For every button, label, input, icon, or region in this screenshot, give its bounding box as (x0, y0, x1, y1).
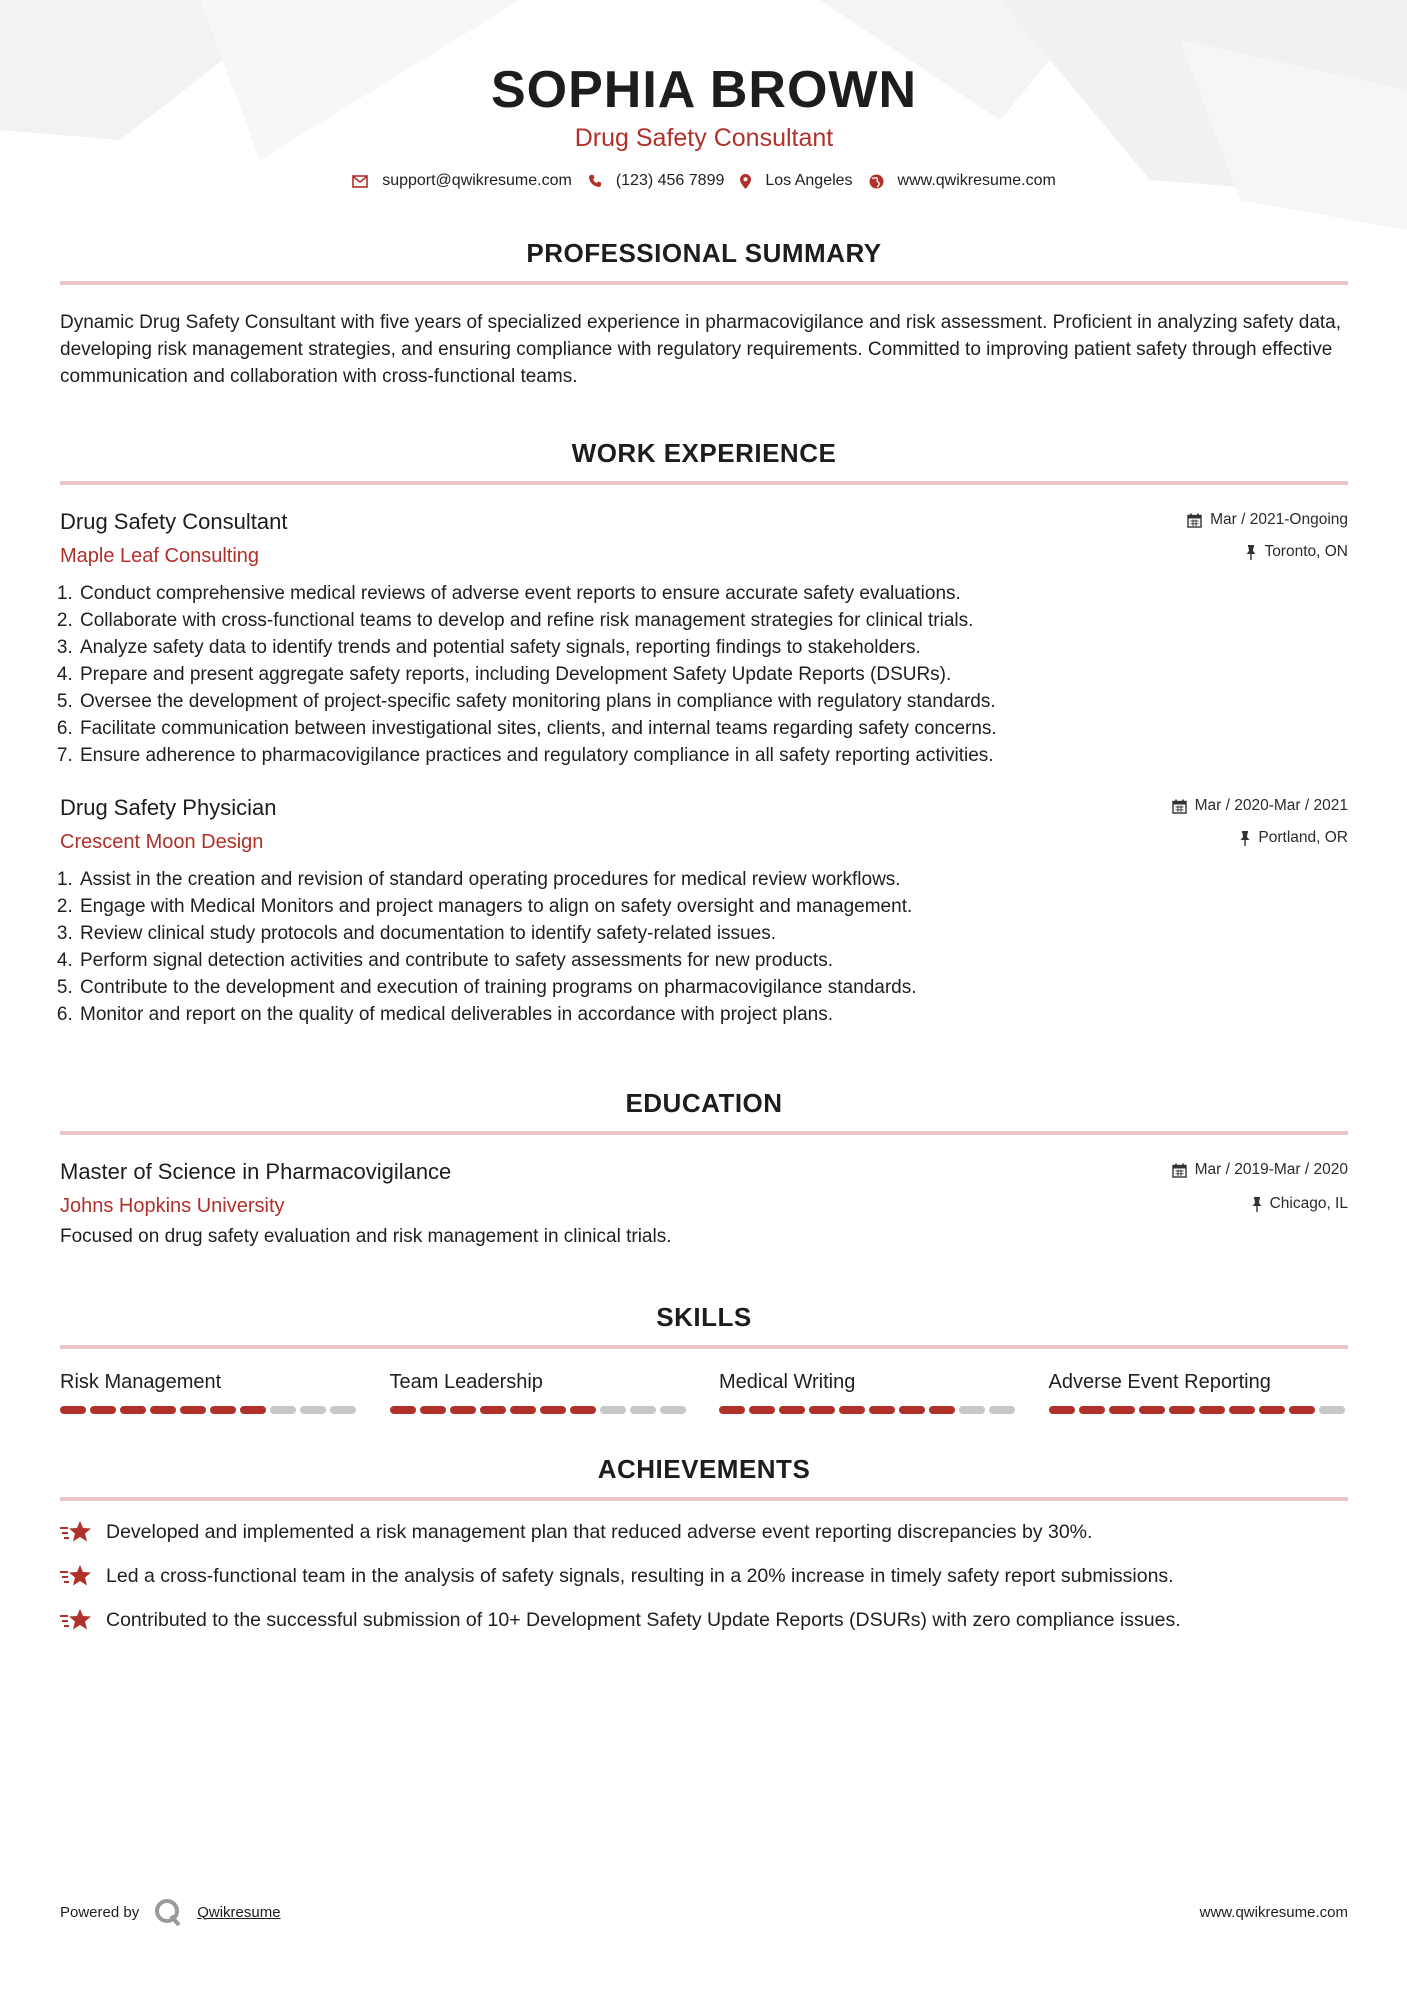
powered-by-label: Powered by (60, 1903, 140, 1921)
skill-dot-filled (719, 1406, 745, 1414)
job-company: Crescent Moon Design (60, 831, 264, 853)
job-bullets (60, 580, 1348, 769)
list-item: 1. Assist in the creation and revision of standard operating procedures for medical review workflows. (78, 866, 1348, 893)
pushpin-icon (1240, 831, 1250, 846)
skill-dot-filled (1199, 1406, 1225, 1414)
job-bullets (60, 866, 1348, 1028)
email-text: support@qwikresume.com (382, 172, 572, 189)
list-item: 2. Engage with Medical Monitors and project managers to align on safety oversight and management. (78, 893, 1348, 920)
globe-icon (869, 174, 884, 189)
skill-rating (60, 1406, 360, 1414)
skill-dot-filled (420, 1406, 446, 1414)
achievements-section (60, 1454, 1348, 1633)
skill-dot-filled (450, 1406, 476, 1414)
list-item: 1. Conduct comprehensive medical reviews of adverse event reports to ensure accurate safety evaluations. (78, 580, 1348, 607)
education-section (60, 1088, 1348, 1248)
skill-name: Team Leadership (389, 1371, 543, 1393)
phone-text: (123) 456 7899 (615, 172, 725, 189)
section-divider (60, 1131, 1348, 1135)
list-item: 3. Analyze safety data to identify trends and potential safety signals, reporting findings to stakeholders. (78, 634, 1348, 661)
summary-heading: PROFESSIONAL SUMMARY (526, 238, 882, 268)
candidate-title: Drug Safety Consultant (574, 124, 834, 152)
website-text: www.qwikresume.com (897, 172, 1056, 189)
achievement-item (60, 1607, 1348, 1633)
experience-heading: WORK EXPERIENCE (571, 438, 837, 468)
skill-rating (719, 1406, 1019, 1414)
calendar-icon (1172, 799, 1187, 814)
skill-dot-empty (630, 1406, 656, 1414)
skill-rating (1049, 1406, 1349, 1414)
skill-dot-empty (300, 1406, 326, 1414)
footer-website[interactable]: www.qwikresume.com (1199, 1903, 1348, 1921)
skill-dot-filled (899, 1406, 925, 1414)
skill-dot-filled (1169, 1406, 1195, 1414)
powered-by (60, 1897, 281, 1927)
calendar-icon (1187, 513, 1202, 528)
skill-dot-filled (1049, 1406, 1075, 1414)
contact-location (740, 172, 852, 190)
skill-dot-empty (330, 1406, 356, 1414)
list-item: 4. Perform signal detection activities and contribute to safety assessments for new products. (78, 947, 1348, 974)
skill-dot-filled (540, 1406, 566, 1414)
job-title: Drug Safety Consultant (60, 509, 288, 534)
education-heading: EDUCATION (625, 1088, 783, 1118)
skill-dot-filled (120, 1406, 146, 1414)
skills-heading: SKILLS (656, 1302, 752, 1332)
skill-name: Medical Writing (719, 1371, 856, 1393)
achievement-item (60, 1519, 1348, 1545)
skill-dot-filled (90, 1406, 116, 1414)
achievement-item (60, 1563, 1348, 1589)
skill-dot-filled (510, 1406, 536, 1414)
achievement-text: Contributed to the successful submission of 10+ Development Safety Update Reports (DSURs) with zero compliance issues. (106, 1609, 1181, 1631)
list-item: 3. Review clinical study protocols and documentation to identify safety-related issues. (78, 920, 1348, 947)
skill-dot-filled (150, 1406, 176, 1414)
skill-dot-filled (869, 1406, 895, 1414)
skill-dot-filled (570, 1406, 596, 1414)
skill-dot-filled (809, 1406, 835, 1414)
achievement-text: Developed and implemented a risk management plan that reduced adverse event reporting discrepancies by 30%. (106, 1521, 1093, 1543)
skill-dot-filled (390, 1406, 416, 1414)
job-company: Maple Leaf Consulting (60, 545, 260, 567)
contact-email[interactable] (352, 172, 572, 190)
pushpin-icon (1252, 1197, 1262, 1212)
job-dates (1172, 797, 1348, 815)
phone-icon (588, 174, 602, 188)
pushpin-icon (1246, 545, 1256, 560)
list-item: 7. Ensure adherence to pharmacovigilance practices and regulatory compliance in all safety reporting activities. (78, 742, 1348, 769)
qwikresume-link[interactable]: Qwikresume (197, 1903, 281, 1921)
job-location-text: Toronto, ON (1264, 543, 1348, 560)
experience-section (60, 438, 1348, 1028)
job-entry (60, 795, 1348, 1028)
skill-dot-empty (989, 1406, 1015, 1414)
education-location-text: Chicago, IL (1269, 1195, 1348, 1212)
skill-dot-empty (959, 1406, 985, 1414)
contact-bar (60, 172, 1348, 190)
skill-dot-filled (749, 1406, 775, 1414)
footer (60, 1897, 1348, 1927)
section-divider (60, 481, 1348, 485)
skill-item (1049, 1371, 1349, 1414)
education-description: Focused on drug safety evaluation and risk management in clinical trials. (60, 1226, 672, 1247)
skill-dot-filled (839, 1406, 865, 1414)
skill-rating (390, 1406, 690, 1414)
skill-dot-filled (1079, 1406, 1105, 1414)
achievement-text: Led a cross-functional team in the analysis of safety signals, resulting in a 20% increase in timely safety report submissions. (106, 1565, 1174, 1587)
star-icon (60, 1519, 92, 1545)
job-location (1246, 543, 1348, 561)
skill-dot-empty (270, 1406, 296, 1414)
education-school: Johns Hopkins University (60, 1195, 285, 1217)
summary-text: Dynamic Drug Safety Consultant with five years of specialized experience in pharmacovigilance and risk assessment. Proficient in analyzing safety data, developing risk management strategies, and ensuring compliance with regulatory requirements. Committed to improving patient safety through effective communication and collaboration with cross-functional teams. (60, 312, 1342, 387)
skill-dot-filled (1139, 1406, 1165, 1414)
skill-dot-filled (779, 1406, 805, 1414)
skill-dot-empty (600, 1406, 626, 1414)
list-item: 2. Collaborate with cross-functional teams to develop and refine risk management strategies for clinical trials. (78, 607, 1348, 634)
education-dates (1172, 1161, 1348, 1179)
star-icon (60, 1563, 92, 1589)
skill-item (390, 1371, 690, 1414)
list-item: 5. Oversee the development of project-specific safety monitoring plans in compliance with regulatory standards. (78, 688, 1348, 715)
achievements-heading: ACHIEVEMENTS (597, 1454, 811, 1484)
job-entry (60, 509, 1348, 769)
education-dates-text: Mar / 2019-Mar / 2020 (1194, 1161, 1348, 1178)
skill-dot-filled (60, 1406, 86, 1414)
skill-name: Adverse Event Reporting (1048, 1371, 1271, 1393)
job-title: Drug Safety Physician (60, 795, 277, 820)
section-divider (60, 1497, 1348, 1501)
job-dates (1187, 511, 1348, 529)
education-degree: Master of Science in Pharmacovigilance (60, 1159, 452, 1184)
skill-item (719, 1371, 1019, 1414)
skill-dot-filled (1259, 1406, 1285, 1414)
skill-dot-filled (180, 1406, 206, 1414)
education-location (1252, 1195, 1348, 1213)
section-divider (60, 281, 1348, 285)
skill-dot-empty (660, 1406, 686, 1414)
envelope-icon (352, 175, 368, 188)
job-dates-text: Mar / 2021-Ongoing (1210, 511, 1348, 528)
star-icon (60, 1607, 92, 1633)
contact-website[interactable] (869, 172, 1056, 190)
skills-list (60, 1371, 1348, 1414)
section-divider (60, 1345, 1348, 1349)
job-location-text: Portland, OR (1258, 829, 1348, 846)
skill-dot-filled (240, 1406, 266, 1414)
list-item: 6. Monitor and report on the quality of medical deliverables in accordance with project plans. (78, 1001, 1348, 1028)
skill-item (60, 1371, 360, 1414)
list-item: 6. Facilitate communication between investigational sites, clients, and internal teams regarding safety concerns. (78, 715, 1348, 742)
calendar-icon (1172, 1163, 1187, 1178)
skill-dot-filled (1109, 1406, 1135, 1414)
skills-section (60, 1302, 1348, 1414)
contact-phone[interactable] (588, 172, 725, 190)
skill-dot-empty (1319, 1406, 1345, 1414)
skill-dot-filled (1229, 1406, 1255, 1414)
candidate-name: SOPHIA BROWN (490, 61, 918, 119)
job-dates-text: Mar / 2020-Mar / 2021 (1194, 797, 1348, 814)
skill-dot-filled (929, 1406, 955, 1414)
education-entry (60, 1159, 1348, 1248)
list-item: 4. Prepare and present aggregate safety reports, including Development Safety Update Reports (DSURs). (78, 661, 1348, 688)
skill-dot-filled (480, 1406, 506, 1414)
list-item: 5. Contribute to the development and execution of training programs on pharmacovigilance standards. (78, 974, 1348, 1001)
map-marker-icon (740, 174, 751, 189)
skill-dot-filled (1289, 1406, 1315, 1414)
location-text: Los Angeles (765, 172, 853, 189)
qwikresume-logo-icon (153, 1897, 183, 1927)
skill-dot-filled (210, 1406, 236, 1414)
skill-name: Risk Management (60, 1371, 222, 1393)
job-location (1240, 829, 1348, 847)
summary-section (60, 238, 1348, 390)
